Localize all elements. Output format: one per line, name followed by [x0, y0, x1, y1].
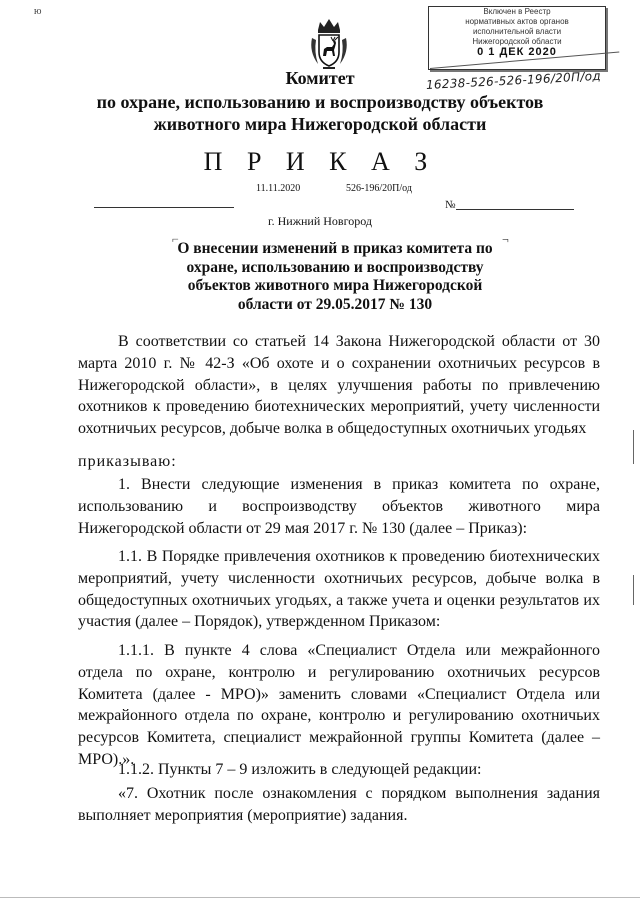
- committee-title-line-1: Комитет: [285, 68, 355, 88]
- item-1-1-2-paragraph: 1.1.2. Пункты 7 – 9 изложить в следующей редакции:: [118, 761, 482, 778]
- item-1-1-paragraph: 1.1. В Порядке привлечения охотников к проведению биотехнических мероприятий, учету численности охотничьих ресурсов, добыче волка в общедоступных охотничьих угодьях, а также учета и оценки результатов их участия (далее – Порядок), утвержденном Приказом:: [78, 548, 600, 631]
- order-number: 526-196/20П/од: [346, 183, 412, 194]
- order-subject: О внесении изменений в приказ комитета по охране, использованию и воспроизводству объектов животного мира Нижегородской области от 29.05.2017 № 130: [177, 240, 493, 313]
- city: г. Нижний Новгород: [268, 214, 372, 228]
- committee-title-line-2: по охране, использованию и воспроизводству объектов: [96, 92, 544, 112]
- registration-number: 16238-526-526-196/20П/од: [425, 68, 602, 92]
- item-1-1-1-paragraph: 1.1.1. В пункте 4 слова «Специалист Отдела или межрайонного отдела по охране, контролю и регулированию охотничьих ресурсов Комитета (далее - МРО)» заменить словами «Специалист Отдела или межрайонного отдела по охране, контролю и регулированию охотничьих ресурсов Комитета, специалист межрайонной группы Комитета (далее – МРО).».: [78, 642, 600, 768]
- item-1-paragraph: 1. Внести следующие изменения в приказ комитета по охране, использованию и воспроизводству объектов животного мира Нижегородской области от 29 мая 2017 г. № 130 (далее – Приказ):: [78, 476, 600, 537]
- number-sign: №: [445, 199, 456, 211]
- scan-edge-mark: [633, 575, 634, 605]
- stamp-line-2: нормативных актов органов: [465, 17, 569, 26]
- stamp-date: 0 1 ДЕК 2020: [477, 46, 557, 58]
- coat-of-arms-icon: [308, 16, 350, 70]
- number-underline: [456, 209, 574, 210]
- document-title: П Р И К А З: [203, 147, 437, 176]
- scan-bottom-edge: [0, 897, 640, 898]
- stamp-line-3: исполнительной власти: [472, 27, 562, 36]
- subject-corner-left: ⌐: [172, 232, 179, 246]
- scan-edge-mark: [633, 430, 634, 464]
- item-7-paragraph: «7. Охотник после ознакомления с порядком выполнения задания выполняет мероприятия (мероприятие) задания.: [78, 785, 600, 824]
- stamp-line-4: Нижегородской области: [472, 37, 562, 46]
- subject-corner-right: ¬: [502, 232, 509, 246]
- order-date: 11.11.2020: [256, 183, 301, 194]
- preamble-paragraph: В соответствии со статьей 14 Закона Нижегородской области от 30 марта 2010 г. № 42-З «Об охоте и о сохранении охотничьих ресурсов в Нижегородской области», в целях улучшения работы по привлечению охотников к проведению биотехнических мероприятий, учету численности охотничьих ресурсов, добыче волка в общедоступных охотничьих угодьях: [78, 333, 600, 438]
- stamp-line-1: Включен в Реестр: [483, 7, 551, 16]
- order-keyword: приказываю:: [78, 453, 177, 470]
- committee-title-line-3: животного мира Нижегородской области: [153, 114, 487, 134]
- top-registration-mark: ю: [34, 6, 42, 17]
- date-underline: [94, 207, 234, 208]
